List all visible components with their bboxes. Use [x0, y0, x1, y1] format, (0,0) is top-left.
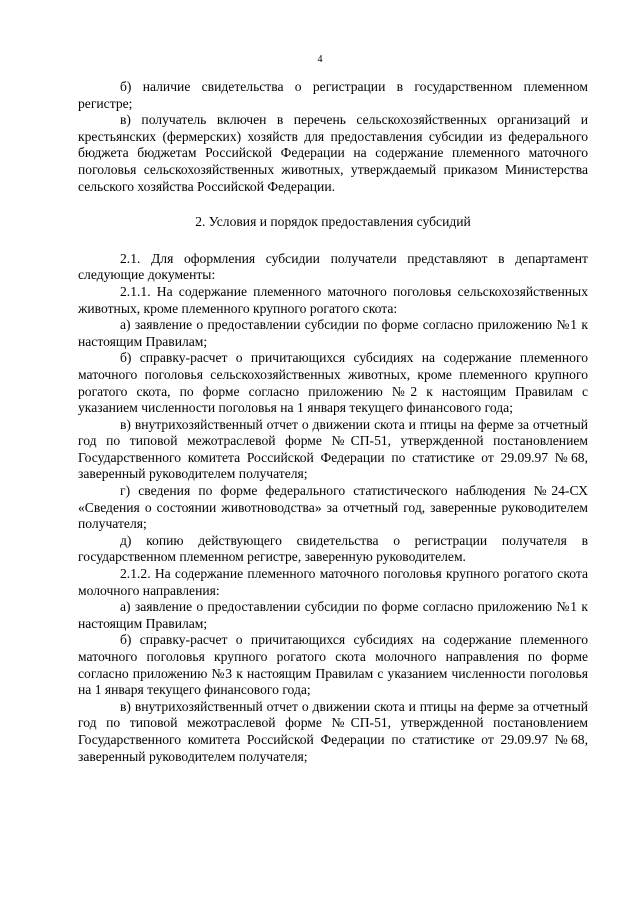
paragraph-2-1-1: 2.1.1. На содержание племенного маточного поголовья сельскохозяйственных животных, кроме племенного крупного рогатого скота:	[78, 283, 588, 316]
paragraph-2-1-1-g: г) сведения по форме федерального статистического наблюдения №24-СХ «Сведения о состоянии животноводства» за отчетный год, заверенные руководителем получателя;	[78, 483, 588, 532]
paragraph-2-1-1-d: д) копию действующего свидетельства о регистрации получателя в государственном племенном регистре, заверенную руководителем.	[78, 532, 588, 565]
paragraph-registry-certificate: б) наличие свидетельства о регистрации в государственном племенном регистре;	[78, 79, 588, 111]
paragraph-2-1-2: 2.1.2. На содержание племенного маточного поголовья крупного рогатого скота молочного направления:	[78, 566, 588, 598]
paragraph-2-1-1-a: а) заявление о предоставлении субсидии по форме согласно приложению №1 к настоящим Правилам;	[78, 317, 588, 349]
section-heading: 2. Условия и порядок предоставления субсидий	[195, 214, 471, 230]
paragraph-2-1-1-b: б) справку-расчет о причитающихся субсидиях на содержание племенного маточного поголовья сельскохозяйственных животных, кроме племенного крупного рогатого скота, по форме согласно приложению №2 к настоящим Правилам с указанием численности поголовья на 1 января текущего финансового года;	[78, 350, 588, 416]
paragraph-2-1: 2.1. Для оформления субсидии получатели представляют в департамент следующие документы:	[78, 250, 588, 283]
paragraph-2-1-2-a: а) заявление о предоставлении субсидии по форме согласно приложению №1 к настоящим Правилам;	[78, 599, 588, 631]
paragraph-2-1-2-v: в) внутрихозяйственный отчет о движении скота и птицы на ферме за отчетный год по типовой межотраслевой форме №СП-51, утвержденной постановлением Государственного комитета Российской Федерации по статистике от 29.09.97 №68, заверенный руководителем получателя;	[78, 698, 588, 764]
page-number: 4	[317, 54, 323, 65]
paragraph-2-1-2-b: б) справку-расчет о причитающихся субсидиях на содержание племенного маточного поголовья крупного рогатого скота молочного направления по форме согласно приложению №3 к настоящим Правилам с указанием численности поголовья на 1 января текущего финансового года;	[78, 632, 588, 698]
document-body	[78, 79, 588, 765]
paragraph-recipient-list: в) получатель включен в перечень сельскохозяйственных организаций и крестьянских (фермерских) хозяйств для предоставления субсидии из федерального бюджета бюджетам Российской Федерации на содержание племенного маточного поголовья сельскохозяйственных животных, утверждаемый приказом Министерства сельского хозяйства Российской Федерации.	[78, 112, 588, 194]
paragraph-2-1-1-v: в) внутрихозяйственный отчет о движении скота и птицы на ферме за отчетный год по типовой межотраслевой форме №СП-51, утвержденной постановлением Государственного комитета Российской Федерации по статистике от 29.09.97 №68, заверенный руководителем получателя;	[78, 416, 588, 482]
